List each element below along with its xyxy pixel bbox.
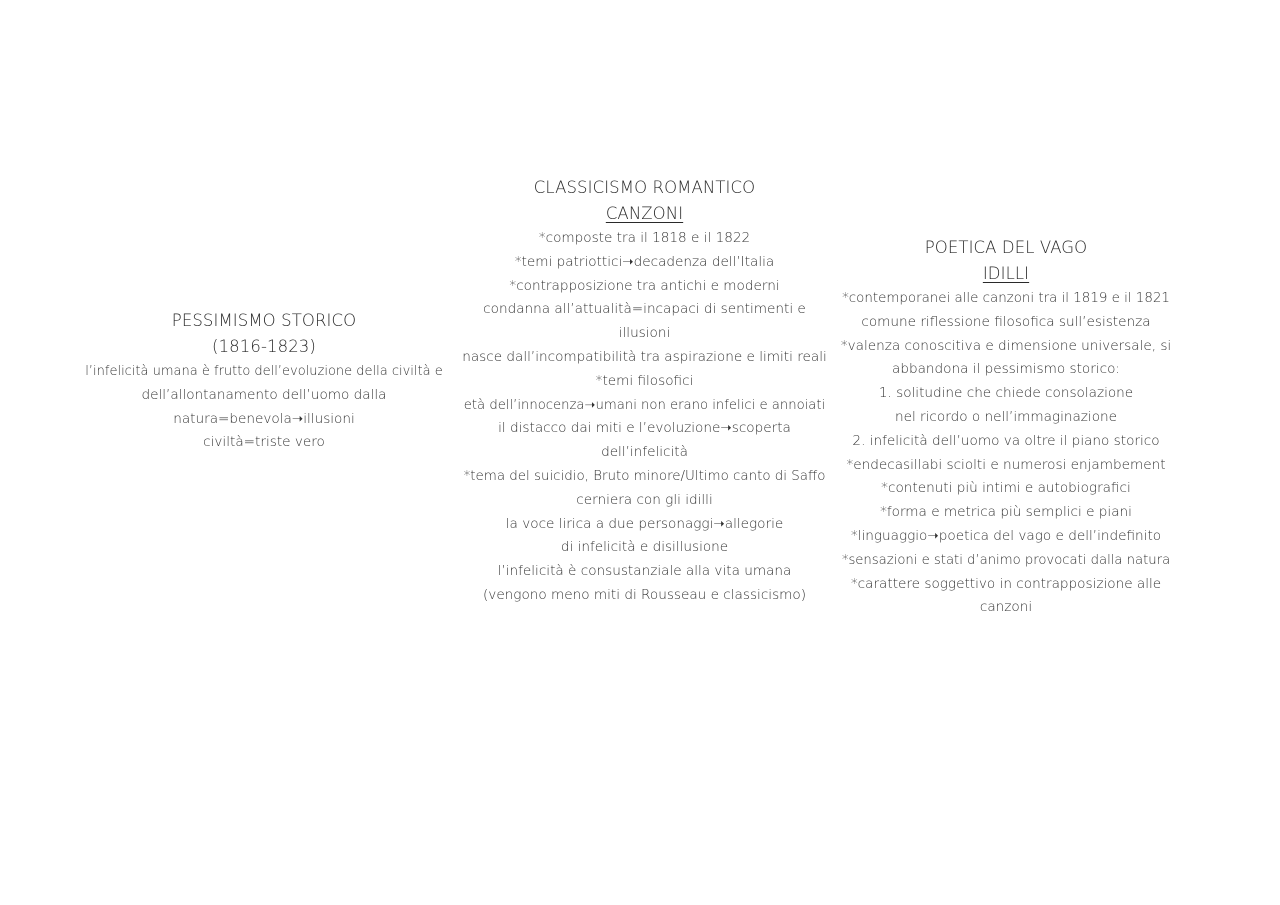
text-line: *tema del suicidio, Bruto minore/Ultimo canto di Saffo: [463, 468, 826, 484]
section-title: POETICA DEL VAGO: [924, 238, 1088, 257]
text-line: *temi filosofici: [595, 372, 694, 389]
text-line: illusioni: [618, 325, 671, 342]
text-line: l’infelicità umana è frutto dell’evoluzione della civiltà e: [85, 364, 443, 379]
column-poetica-del-vago: [840, 235, 1172, 620]
section-title: PESSIMISMO STORICO: [171, 311, 357, 330]
text-line: condanna all’attualità=incapaci di sentimenti e: [483, 301, 806, 318]
section-subtitle: CANZONI: [605, 204, 684, 223]
text-line: *sensazioni e stati d’animo provocati dalla natura: [841, 552, 1171, 568]
text-line: *composte tra il 1818 e il 1822: [538, 230, 751, 246]
text-line: il distacco dai miti e l’evoluzione➝scoperta: [498, 420, 791, 437]
text-line: dell’allontanamento dell’uomo dalla: [141, 386, 387, 403]
text-line: *valenza conoscitiva e dimensione universale, si: [840, 337, 1172, 354]
section-subtitle: IDILLI: [982, 264, 1030, 283]
text-line: dell’infelicità: [601, 444, 688, 461]
text-line: cerniera con gli idilli: [576, 491, 713, 508]
text-line: *linguaggio➝poetica del vago e dell’indefinito: [850, 527, 1162, 544]
text-line: (vengono meno miti di Rousseau e classicismo): [482, 586, 807, 603]
text-line: *endecasillabi sciolti e numerosi enjambement: [846, 456, 1166, 473]
text-line: civiltà=triste vero: [203, 434, 325, 451]
column-classicismo-romantico: [462, 175, 827, 608]
text-line: età dell’innocenza➝umani non erano infelici e annoiati: [463, 397, 826, 413]
text-line: *carattere soggettivo in contrapposizione alle: [850, 575, 1162, 592]
section-title: CLASSICISMO ROMANTICO: [533, 178, 756, 197]
text-line: canzoni: [979, 599, 1033, 616]
text-line: *forma e metrica più semplici e piani: [880, 504, 1132, 521]
text-line: abbandona il pessimismo storico:: [891, 361, 1120, 378]
text-line: nasce dall’incompatibilità tra aspirazione e limiti reali: [462, 348, 827, 365]
text-line: *contenuti più intimi e autobiografici: [881, 480, 1131, 497]
text-line: l’infelicità è consustanziale alla vita umana: [497, 563, 792, 580]
text-line: *contemporanei alle canzoni tra il 1819 e il 1821: [842, 291, 1170, 306]
text-line: *contrapposizione tra antichi e moderni: [509, 277, 780, 294]
text-line: 2. infelicità dell’uomo va oltre il piano storico: [852, 432, 1160, 449]
column-pessimismo-storico: [84, 308, 444, 455]
text-line: di infelicità e disillusione: [560, 539, 729, 556]
text-line: nel ricordo o nell’immaginazione: [894, 408, 1118, 425]
text-line: la voce lirica a due personaggi➝allegorie: [505, 515, 784, 532]
text-line: natura=benevola➝illusioni: [173, 410, 355, 427]
section-subtitle: (1816-1823): [212, 337, 316, 356]
text-line: 1. solitudine che chiede consolazione: [878, 385, 1134, 402]
text-line: comune riflessione filosofica sull’esistenza: [861, 313, 1151, 330]
text-line: *temi patriottici➝decadenza dell’Italia: [514, 253, 775, 270]
